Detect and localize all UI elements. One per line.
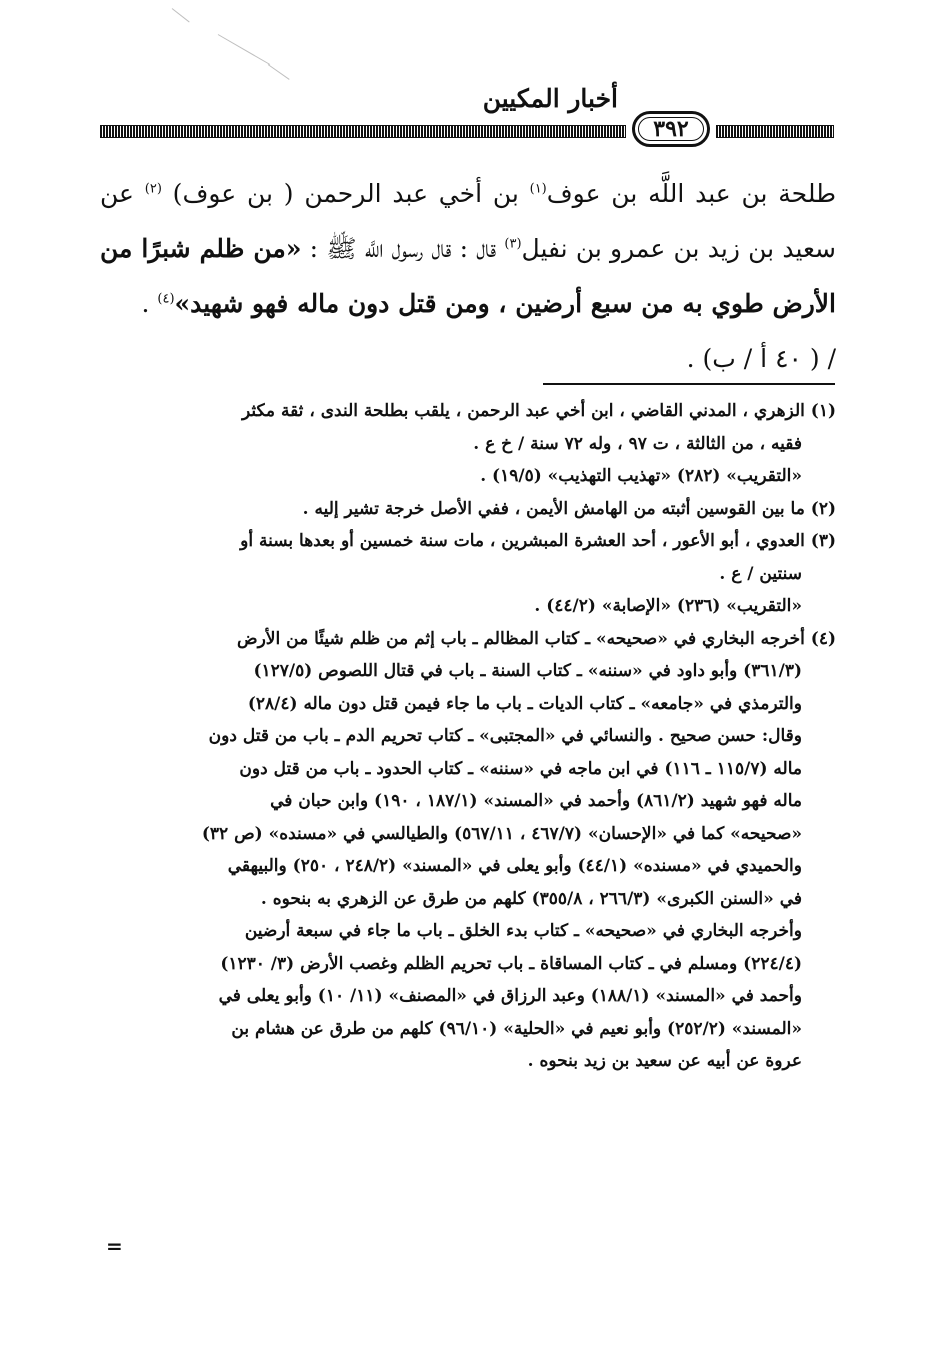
- scan-artifact: [218, 34, 270, 65]
- scan-artifact: [172, 8, 190, 22]
- main-paragraph: [100, 166, 836, 331]
- main-text-run: قال : قال رسول اللَّه ﷺ :: [301, 234, 505, 263]
- footnote-ref: (٢): [144, 181, 162, 197]
- footnote-ref: (١): [529, 181, 547, 197]
- footnote-1: [100, 395, 836, 493]
- footnote-line: (٢) ما بين القوسين أثبته من الهامش الأيمن ، ففي الأصل خرجة تشير إليه .: [302, 498, 836, 519]
- footnote-line: ماله (١١٥/٧ ـ ١١٦) في ابن ماجه في «سننه» ـ كتاب الحدود ـ باب من قتل دون: [239, 758, 802, 779]
- header-ornament-bar: [716, 125, 834, 138]
- footnote-line: في «السنن الكبرى» (٢٦٦/٣ ، ٣٥٥/٨) كلهم من طرق عن الزهري به بنحوه .: [260, 888, 802, 909]
- footnote-line: سنتين / ع .: [719, 563, 802, 584]
- main-text: [100, 166, 836, 386]
- footnote-line: وأحمد في «المسند» (١٨٨/١) وعبد الرزاق في «المصنف» (١١/ ١٠) وأبو يعلى في: [218, 986, 802, 1006]
- footnote-separator: [543, 383, 835, 385]
- main-text-run: طلحة بن عبد اللَّه بن عوف: [546, 179, 836, 208]
- footnote-line: «صحيحه» كما في «الإحسان» (٤٦٧/٧ ، ٥٦٧/١١) والطيالسي في «مسنده» (ص ٣٢): [201, 823, 802, 844]
- footnote-line: فقيه ، من الثالثة ، ت ٩٧ ، وله ٧٢ سنة / خ ع .: [473, 433, 802, 454]
- footnote-line: وقال: حسن صحيح . والنسائي في «المجتبى» ـ كتاب تحريم الدم ـ باب من قتل دون: [208, 726, 802, 746]
- footnote-ref: (٤): [157, 291, 175, 307]
- main-text-run: .: [141, 289, 158, 318]
- footnote-line: (٢٢٤/٤) ومسلم في ـ كتاب المساقاة ـ باب تحريم الظلم وغصب الأرض (٣/ ١٢٣٠): [220, 953, 802, 974]
- footnote-line: والترمذي في «جامعه» ـ كتاب الديات ـ باب ما جاء فيمن قتل دون ماله (٢٨/٤): [247, 693, 802, 714]
- footnote-line: ماله فهو شهيد (٨٦١/٢) وأحمد في «المسند» (١٨٧/١ ، ١٩٠) وابن حبان في: [270, 791, 802, 811]
- main-text-run: بن أخي عبد الرحمن ( بن عوف): [161, 179, 530, 208]
- hadith-text: «من ظلم شبرًا من الأرض طوي به من سبع أرضين ، ومن قتل دون ماله فهو شهيد»: [100, 234, 836, 318]
- footnote-2: [100, 493, 836, 526]
- footnote-line: (٤) أخرجه البخاري في «صحيحه» ـ كتاب المظالم ـ باب إثم من ظلم شيئًا من الأرض: [237, 628, 836, 649]
- main-text-run: عن سعيد بن زيد بن عمرو بن نفيل: [100, 179, 836, 263]
- footnotes: [100, 395, 836, 1078]
- footnote-line: عروة عن أبيه عن سعيد بن زيد بنحوه .: [527, 1051, 802, 1071]
- footnote-line: (١) الزهري ، المدني القاضي ، ابن أخي عبد الرحمن ، يلقب بطلحة الندى ، ثقة مكثر: [242, 401, 836, 421]
- footnote-line: «المسند» (٢٥٢/٢) وأبو نعيم في «الحلية» (٩٦/١٠) كلهم من طرق عن هشام بن: [231, 1018, 802, 1039]
- footnote-line: وأخرجه البخاري في «صحيحه» ـ كتاب بدء الخلق ـ باب ما جاء في سبعة أرضين: [244, 921, 802, 941]
- footnote-line: (٣٦١/٣) وأبو داود في «سننه» ـ كتاب السنة ـ باب في قتال اللصوص (١٢٧/٥): [253, 661, 802, 681]
- footnote-line: «التقريب» (٢٨٢) «تهذيب التهذيب» (١٩/٥) .: [480, 466, 802, 486]
- scan-artifact: [268, 64, 290, 80]
- footnote-line: والحميدي في «مسنده» (٤٤/١) وأبو يعلى في «المسند» (٢٤٨/٢ ، ٢٥٠) والبيهقي: [227, 856, 802, 876]
- folio-marker: / ( ٤٠ أ / ب) .: [686, 344, 836, 373]
- footnote-line: «التقريب» (٢٣٦) «الإصابة» (٤٤/٢) .: [534, 596, 802, 616]
- footnote-4: [100, 623, 836, 1078]
- footnote-ref: (٣): [504, 236, 522, 252]
- footnote-line: (٣) العدوي ، أبو الأعور ، أحد العشرة المبشرين ، مات سنة خمسين أو بعدها بسنة أو: [240, 531, 836, 551]
- running-title: أخبار المكيين: [482, 84, 618, 113]
- footnote-3: [100, 525, 836, 623]
- continuation-mark: =: [106, 1234, 123, 1258]
- header-ornament-bar: [100, 125, 626, 138]
- page-number: ٣٩٢: [632, 111, 710, 147]
